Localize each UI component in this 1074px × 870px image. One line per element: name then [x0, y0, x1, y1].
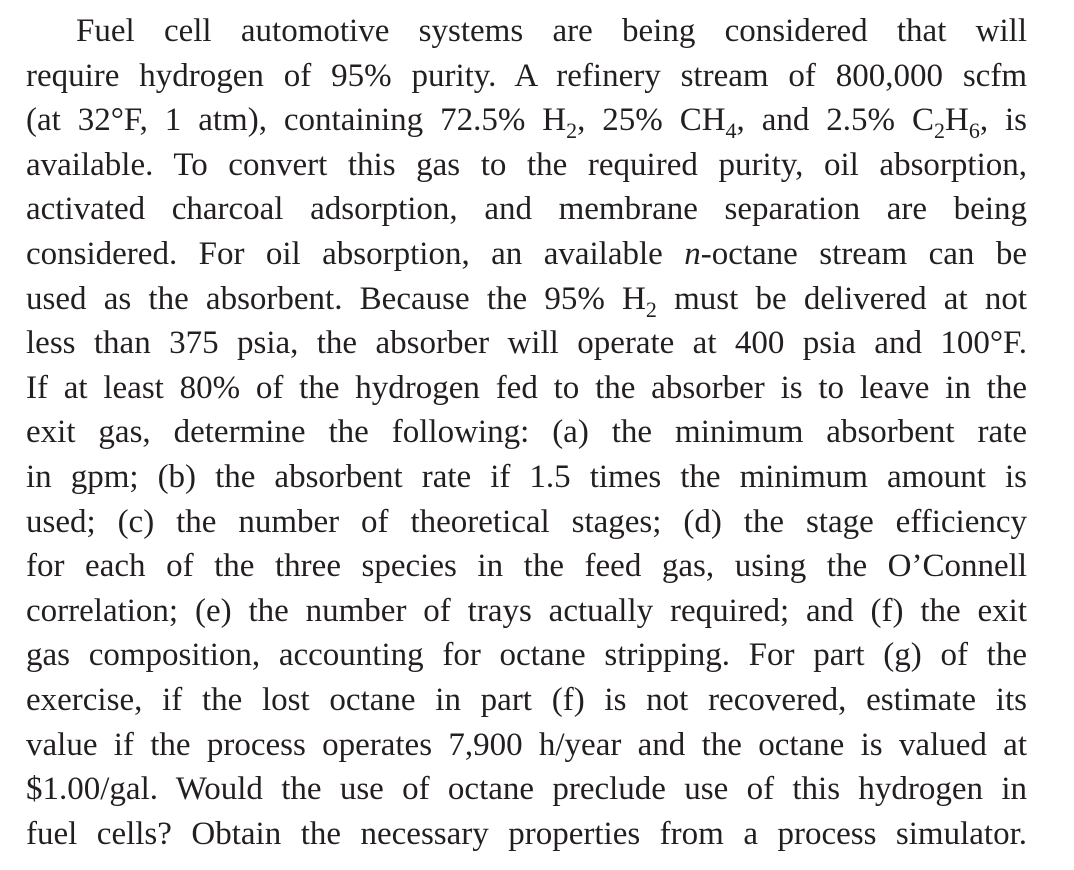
subscript: 6 — [968, 118, 980, 144]
paragraph-line: used as the absorbent. Because the 95% $H_2$ must be delivered at not — [26, 280, 1027, 322]
paragraph-line: (at 32°F, 1 atm), containing 72.5% $H_2$, 25% $CH_4$, and 2.5% $C_2H_6$, is — [26, 102, 1027, 144]
paragraph-line: less than 375 psia, the absorber will operate at 400 psia and 100°F. — [26, 325, 1027, 362]
paragraph-line: If at least 80% of the hydrogen fed to the absorber is to leave in the — [26, 369, 1027, 406]
paragraph-line: activated charcoal adsorption, and membrane separation are being — [26, 191, 1027, 228]
paragraph-line: exercise, if the lost octane in part (f) is not recovered, estimate its — [26, 681, 1027, 718]
paragraph-line: gas composition, accounting for octane stripping. For part (g) of the — [26, 637, 1027, 674]
paragraph-line: $1.00/gal. Would the use of octane preclude use of this hydrogen in — [26, 771, 1027, 808]
subscript: 2 — [566, 118, 578, 144]
paragraph-line: value if the process operates 7,900 h/year and the octane is valued at — [26, 726, 1027, 763]
paragraph-line: used; (c) the number of theoretical stages; (d) the stage efficiency — [26, 503, 1027, 540]
italic-n: n — [684, 235, 701, 272]
subscript: 2 — [933, 118, 945, 144]
paragraph-line: for each of the three species in the feed gas, using the O’Connell — [26, 548, 1027, 585]
paragraph-line: fuel cells? Obtain the necessary properties from a process simulator. — [26, 815, 1027, 852]
subscript: 4 — [725, 118, 737, 144]
paragraph-line: in gpm; (b) the absorbent rate if 1.5 times the minimum amount is — [26, 458, 1027, 495]
paragraph-line: available. To convert this gas to the required purity, oil absorption, — [26, 146, 1027, 183]
paragraph-line: Fuel cell automotive systems are being considered that will — [76, 13, 1027, 49]
exercise-paragraph — [26, 9, 1027, 856]
paragraph-line: correlation; (e) the number of trays actually required; and (f) the exit — [26, 592, 1027, 629]
subscript: 2 — [645, 296, 657, 322]
paragraph-line: considered. For oil absorption, an available n-octane stream can be — [26, 235, 1027, 272]
paragraph-line: require hydrogen of 95% purity. A refinery stream of 800,000 scfm — [26, 57, 1027, 94]
paragraph-line: exit gas, determine the following: (a) the minimum absorbent rate — [26, 414, 1027, 451]
